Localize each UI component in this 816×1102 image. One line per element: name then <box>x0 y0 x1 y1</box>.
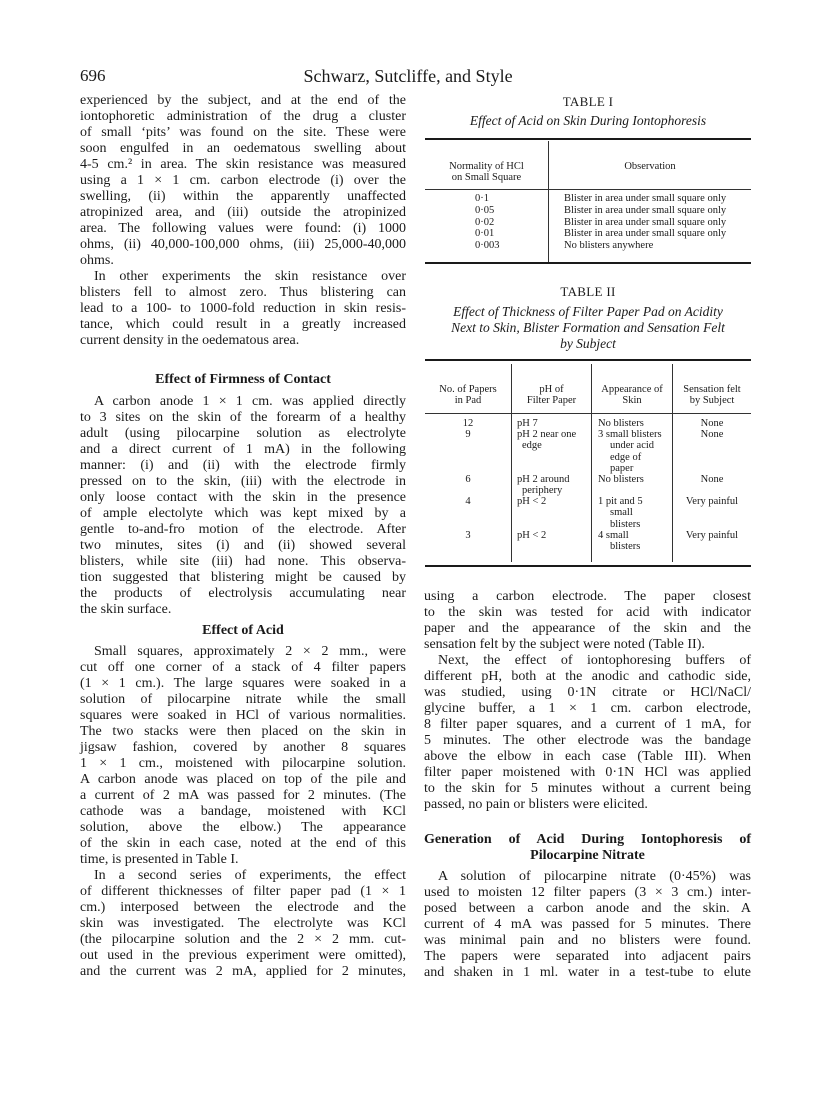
cell-normality: 0·003 <box>475 240 500 252</box>
cell-appearance <box>598 496 672 530</box>
text-line: 8 filter paper squares, and a current of 1 mA, for <box>424 717 751 732</box>
cell-observation: Blister in area under small square only <box>564 204 727 216</box>
cell-ph <box>517 474 591 497</box>
text-line: and the current was 2 mA, applied for 2 minutes, <box>80 964 406 979</box>
text-line: Small squares, approximately 2 × 2 mm., were <box>94 644 406 659</box>
cell-sensation: None <box>700 429 724 440</box>
text-line: and shaken in 1 ml. water in a test-tube to elute <box>424 965 751 980</box>
section-heading-generation: Generation of Acid During Iontophoresis of Pilocarpine Nitrate <box>424 832 751 863</box>
text-line: manner: (i) and (ii) with the electrode firmly <box>80 458 406 473</box>
text-line: of different thicknesses of filter paper pad (1 × 1 <box>80 884 406 899</box>
text-line: soon engulfed in an oedematous swelling about <box>80 141 406 156</box>
text-line: different pH, both at the anodic and cathodic side, <box>424 669 751 684</box>
cell-sensation: Very painful <box>685 496 739 507</box>
table-row <box>425 240 751 252</box>
cell-line: edge <box>522 440 542 452</box>
table-header-ph: pH of Filter Paper <box>526 384 577 407</box>
text-line: blisters fell to almost zero. Thus blistering can <box>80 285 406 300</box>
text-line: posed between a carbon anode and the skin. A <box>424 901 751 916</box>
cell-normality: 0·1 <box>475 193 489 204</box>
cell-normality: 0·05 <box>475 204 495 216</box>
cell-line: blisters <box>610 541 641 553</box>
table-rule <box>425 565 751 567</box>
text-line: was minimal pain and no blisters were found. <box>424 933 751 948</box>
cell-papers: 6 <box>465 474 471 485</box>
cell-line: under acid <box>610 440 655 452</box>
cell-papers: 3 <box>465 530 471 541</box>
text-line: above the elbow in each case (Table III). When <box>424 749 751 764</box>
table-header-appearance: Appearance of Skin <box>601 384 663 407</box>
text-line: adult (using pilocarpine solution as electrolyte <box>80 426 406 441</box>
cell-normality: 0·01 <box>475 228 495 240</box>
text-line: to 3 sites on the skin of the forearm of a healthy <box>80 410 406 425</box>
table-header-sensation: Sensation felt by Subject <box>683 384 741 407</box>
cell-papers: 12 <box>462 418 474 429</box>
text-line: skin was investigated. The electrolyte was KCl <box>80 916 406 931</box>
text-line: iontophoretic administration of the drug a cluster <box>80 109 406 124</box>
section-heading-acid: Effect of Acid <box>202 623 284 638</box>
cell-line: 3 small blisters <box>598 429 662 440</box>
text-line: cm.) interposed between the electrode and the <box>80 900 406 915</box>
table-row <box>425 193 751 205</box>
text-line: using a carbon electrode. The paper closest <box>424 589 751 604</box>
cell-ph <box>517 496 591 507</box>
text-line: using a 1 × 1 cm. carbon electrode (i) over the <box>80 173 406 188</box>
cell-line: pH 7 <box>517 418 538 429</box>
cell-ph <box>517 429 591 452</box>
cell-papers: 9 <box>465 429 471 440</box>
cell-line: pH 2 around <box>517 474 570 485</box>
text-line: ohms. <box>80 253 114 268</box>
table-header-observation: Observation <box>624 161 676 172</box>
text-line: (1 × 1 cm.). The large squares were soaked in a <box>80 676 406 691</box>
text-line: sensation felt by the subject were noted (Table II). <box>424 637 705 652</box>
text-line: cut off one corner of a stack of 4 filter papers <box>80 660 406 675</box>
cell-observation: No blisters anywhere <box>564 240 654 252</box>
text-line: passed, no pain or blisters were elicited. <box>424 797 648 812</box>
text-line: the skin surface. <box>80 602 172 617</box>
text-line: to the skin for 5 minutes without a current being <box>424 781 751 796</box>
cell-normality: 0·02 <box>475 216 495 228</box>
table-row <box>425 205 751 217</box>
cell-line: pH < 2 <box>517 496 547 507</box>
text-line: blisters, while site (iii) had none. This observa- <box>80 554 406 569</box>
text-line: swelling, (ii) within the apparently unaffected <box>80 189 406 204</box>
table-rule <box>425 413 751 414</box>
text-line: current density in the oedematous area. <box>80 333 300 348</box>
text-line: jigsaw fashion, covered by another 8 squares <box>80 740 406 755</box>
cell-observation: Blister in area under small square only <box>564 228 727 240</box>
text-line: pressed on to the skin, (iii) with the electrode in <box>80 474 406 489</box>
text-line: A solution of pilocarpine nitrate (0·45%) was <box>438 869 751 884</box>
cell-line: pH 2 near one <box>517 429 577 440</box>
section-heading-firmness: Effect of Firmness of Contact <box>155 372 331 387</box>
text-line: time, is presented in Table I. <box>80 852 239 867</box>
paragraph <box>424 653 751 813</box>
text-line: solution, above the elbow.) The appearance <box>80 820 406 835</box>
table-rule <box>425 138 751 140</box>
cell-ph <box>517 530 591 541</box>
cell-appearance <box>598 474 672 485</box>
text-line: two minutes, sites (i) and (ii) showed several <box>80 538 406 553</box>
table-header-normality: Normality of HCl on Small Square <box>449 161 524 184</box>
text-line: ohms, (ii) 40,000-100,000 ohms, (iii) 25,000-40,000 <box>80 237 406 252</box>
table-rule <box>425 262 751 264</box>
table-title: TABLE II <box>560 284 616 299</box>
paragraph <box>80 644 406 868</box>
text-line: out used in the previous experiment were omitted), <box>80 948 406 963</box>
cell-sensation: None <box>700 418 724 429</box>
cell-papers: 4 <box>465 496 471 507</box>
text-line: In a second series of experiments, the effect <box>94 868 406 883</box>
cell-line: pH < 2 <box>517 530 547 541</box>
text-line: solution of pilocarpine nitrate while the small <box>80 692 406 707</box>
text-line: tance, which could result in a greatly increased <box>80 317 406 332</box>
table-rule <box>425 189 751 190</box>
text-line: A carbon anode 1 × 1 cm. was applied directly <box>94 394 406 409</box>
text-line: of the skin in each case, noted at the end of this <box>80 836 406 851</box>
text-line: The two stacks were then placed on the skin in <box>80 724 406 739</box>
text-line: The papers were separated into adjacent pairs <box>424 949 751 964</box>
cell-line: No blisters <box>598 474 644 485</box>
cell-line: 1 pit and 5 <box>598 496 643 507</box>
cell-appearance <box>598 530 672 553</box>
text-line: a current of 2 mA was passed for 2 minutes. (The <box>80 788 406 803</box>
cell-line: small <box>610 507 633 519</box>
text-line: lead to a 100- to 1000-fold reduction in skin resis- <box>80 301 406 316</box>
text-line: (the pilocarpine solution and the 2 × 2 mm. cut- <box>80 932 406 947</box>
cell-line: blisters <box>610 518 641 530</box>
text-line: current of 4 mA was passed for 5 minutes. There <box>424 917 751 932</box>
cell-line: paper <box>610 462 634 474</box>
cell-observation: Blister in area under small square only <box>564 193 727 204</box>
text-line: A carbon anode was placed on top of the pile and <box>80 772 406 787</box>
running-header-authors: Schwarz, Sutcliffe, and Style <box>303 66 513 86</box>
cell-line: periphery <box>522 485 563 497</box>
cell-observation: Blister in area under small square only <box>564 216 727 228</box>
text-line: area. The following values were found: (i) 1000 <box>80 221 406 236</box>
text-line: 1 × 1 cm., moistened with pilocarpine solution. <box>80 756 406 771</box>
table-header-papers: No. of Papers in Pad <box>439 384 497 407</box>
text-line: was studied, using 0·1N citrate or HCl/NaCl/ <box>424 685 751 700</box>
text-line: cathode was a bandage, moistened with KCl <box>80 804 406 819</box>
table-caption: Effect of Thickness of Filter Paper Pad on Acidity Next to Skin, Blister Formation and Sensation Felt by Subject <box>451 304 725 351</box>
text-line: atropinized area, and (iii) outside the atropinized <box>80 205 406 220</box>
paragraph <box>80 93 406 269</box>
text-line: of ample electolyte which was kept mixed by a <box>80 506 406 521</box>
text-line: Next, the effect of iontophoresing buffers of <box>438 653 751 668</box>
text-line: filter paper moistened with 0·1N HCl was applied <box>424 765 751 780</box>
cell-line: edge of <box>610 451 642 463</box>
paragraph <box>80 868 406 980</box>
cell-appearance <box>598 429 672 474</box>
table-row <box>425 228 751 240</box>
text-line: tion suggested that blistering might be caused by <box>80 570 406 585</box>
text-line: used to moisten 12 filter papers (3 × 3 cm.) inter- <box>424 885 751 900</box>
text-line: squares were soaked in HCl of various normalities. <box>80 708 406 723</box>
cell-line: No blisters <box>598 418 644 429</box>
text-line: the products of electrolysis accumulating near <box>80 586 406 601</box>
table-rule <box>425 359 751 361</box>
text-line: of small ‘pits’ was found on the site. These were <box>80 125 406 140</box>
text-line: glycine buffer, a 1 × 1 cm. carbon electrode, <box>424 701 751 716</box>
cell-sensation: Very painful <box>685 530 739 541</box>
text-line: only loose contact with the skin in the presence <box>80 490 406 505</box>
text-line: In other experiments the skin resistance over <box>94 269 406 284</box>
table-caption: Effect of Acid on Skin During Iontophoresis <box>469 113 707 128</box>
paragraph <box>424 589 751 653</box>
text-line: paper and the appearance of the skin and the <box>424 621 751 636</box>
text-line: experienced by the subject, and at the end of the <box>80 93 406 108</box>
cell-line: 4 small <box>598 530 629 541</box>
page-number: 696 <box>80 66 106 85</box>
text-line: gentle to-and-fro motion of the electrode. After <box>80 522 406 537</box>
table-row <box>425 217 751 229</box>
paragraph <box>80 269 406 349</box>
cell-sensation: None <box>700 474 724 485</box>
text-line: and a direct current of 1 mA) in the following <box>80 442 406 457</box>
text-line: to the skin was tested for acid with indicator <box>424 605 751 620</box>
text-line: 4-5 cm.² in area. The skin resistance was measured <box>80 157 406 172</box>
paragraph <box>424 869 751 981</box>
paragraph <box>80 394 406 618</box>
text-line: 5 minutes. The other electrode was the bandage <box>424 733 751 748</box>
cell-appearance <box>598 418 672 429</box>
table-title: TABLE I <box>562 94 614 109</box>
cell-ph <box>517 418 591 429</box>
